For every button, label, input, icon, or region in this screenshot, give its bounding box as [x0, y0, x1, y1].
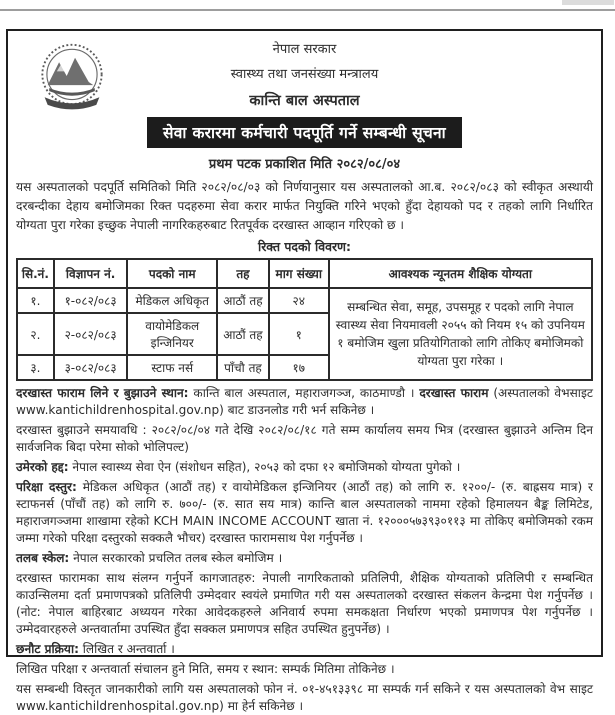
vacancy-table-title: रिक्त पदको विवरण:: [258, 239, 351, 254]
section-exam-fee: [16, 479, 593, 547]
section-text: मेडिकल अधिकृत (आठौं तह) र वायोमेडिकल इन्जिनियर (आठौं तह) को लागि रु. १२००/- (रु. बाह्रसय मात्र) र स्टाफनर्स (पाँचौं तह) को लागि रु. ७००/- (रु. सात सय मात्र) कान्ति बाल अस्पतालको नाममा रहेको हिमालयन बैङ्क लिमिटेड, महाराजगञ्जमा शाखामा रहेको KCH MAIN INCOME ACCOUNT खाता नं. १२०००५७३९३०११३ मा तोकिए बमोजिमको रकम जम्मा गरेको परिक्षा दस्तुरको सक्कलै भौचर) दरखास्त फारामसाथ पेश गर्नुपर्नेछ ।: [16, 480, 593, 545]
notice-document: [6, 29, 603, 713]
cell-post: वायोमेडिकल इन्जिनियर: [127, 313, 217, 355]
cell-count: २४: [269, 288, 329, 313]
nepal-government-emblem-icon: [34, 39, 110, 119]
col-header-advt: विज्ञापन नं.: [54, 259, 128, 288]
ministry-name: स्वास्थ्य तथा जनसंख्या मन्त्रालय: [230, 67, 379, 82]
col-header-level: तह: [217, 259, 269, 288]
section-label: दरखास्त फाराम: [419, 386, 489, 400]
section-contact-info: [16, 681, 593, 715]
hospital-name: कान्ति बाल अस्पताल: [249, 93, 360, 109]
section-text: नेपाल सरकारको प्रचलित तलब स्केल बमोजिम ।: [69, 551, 283, 565]
section-label: परिक्षा दस्तुर:: [16, 480, 77, 494]
section-submission-period: [16, 422, 593, 456]
section-text: कान्ति बाल अस्पताल, महाराजगञ्ज, काठमाण्डौ ।: [188, 386, 420, 400]
cell-count: १: [269, 313, 329, 355]
section-exam-schedule: [16, 661, 593, 678]
published-date-line: प्रथम पटक प्रकाशित मिति २०८२/०८/०४: [208, 157, 401, 172]
cell-sn: ३.: [17, 355, 54, 380]
section-label: उमेरको हद्द:: [16, 460, 69, 474]
cell-level: आठौं तह: [217, 288, 269, 313]
section-selection-process: [16, 641, 593, 658]
notice-details: [16, 385, 593, 715]
table-header-row: [17, 259, 592, 288]
notice-title-banner: सेवा करारमा कर्मचारी पदपूर्ति गर्ने सम्बन्धी सूचना: [147, 117, 462, 148]
col-header-post: पदको नाम: [127, 259, 217, 288]
page-top-divider: [0, 9, 615, 11]
banner-row: [16, 117, 593, 148]
cell-count: १७: [269, 355, 329, 380]
section-age-limit: [16, 459, 593, 476]
section-application-place: [16, 385, 593, 419]
section-text: लिखित परिक्षा र अन्तवार्ता संचालन हुने मिति, समय र स्थान: सम्पर्क मितिमा तोकिनेछ ।: [16, 662, 395, 676]
table-row: [17, 288, 592, 313]
section-salary-scale: [16, 550, 593, 567]
section-text: यस सम्बन्धी विस्तृत जानकारीको लागि यस अस्पतालको फोन नं. ०१-४५१३३९८ मा सम्पर्क गर्न सकिने र यस अस्पतालको वेभ साइट www.kantichildrenhospital.gov.np) मा हेर्न सकिनेछ ।: [16, 682, 593, 713]
cell-advt: ३-०८२/०८३: [54, 355, 128, 380]
cell-post: स्टाफ नर्स: [127, 355, 217, 380]
section-text: दरखास्त बुझाउने समयावधि : २०८२/०८/०४ गते देखि २०८२/०८/१८ गते सम्म कार्यालय समय भित्र (दरखास्त बुझाउने अन्तिम दिन सार्वजनिक बिदा परेमा सोको भोलिपल्ट): [16, 423, 593, 454]
section-required-documents: [16, 570, 593, 638]
intro-paragraph: यस अस्पतालको पदपूर्ति समितिको मिति २०८२/०८/०३ को निर्णयानुसार यस अस्पतालको आ.ब. २०८२/०८३ को स्वीकृत अस्थायी दरबन्दीका देहाय बमोजिमका रिक्त पदहरुमा सेवा करार मार्फत नियुक्ति गरिने भएको हुँदा देहायको पद र तहको लागि निर्धारित योग्यता पुरा गरेका इच्छुक नेपाली नागरिकहरुबाट रितपूर्वक दरखास्त आव्हान गरिएको छ ।: [16, 180, 593, 232]
col-header-sn: सि.नं.: [17, 259, 54, 288]
vacancy-table: [16, 258, 593, 381]
section-text: लिखित र अन्तवार्ता ।: [78, 642, 175, 656]
section-label: तलब स्केल:: [16, 551, 70, 565]
section-text: (अस्पतालको वेभसाइट www.kantichildrenhospital.gov.np) बाट डाउनलोड गरी भर्न सकिनेछ ।: [16, 386, 593, 417]
col-header-count: माग संख्या: [269, 259, 329, 288]
scrollbar-fragment: [562, 0, 614, 5]
col-header-qualification: आवश्यक न्यूनतम शैक्षिक योग्यता: [329, 259, 592, 288]
section-text: नेपाल स्वास्थ्य सेवा ऐन (संशोधन सहित), २०५३ को दफा १२ बमोजिमको योग्यता पुगेको ।: [68, 460, 461, 474]
cell-sn: १.: [17, 288, 54, 313]
cell-advt: १-०८२/०८३: [54, 288, 128, 313]
cell-level: आठौं तह: [217, 313, 269, 355]
government-name: नेपाल सरकार: [272, 42, 337, 57]
cell-advt: २-०८२/०८३: [54, 313, 128, 355]
cell-sn: २.: [17, 313, 54, 355]
section-label: दरखास्त फाराम लिने र बुझाउने स्थान:: [16, 386, 189, 400]
section-text: दरखास्त फारामका साथ संलग्न गर्नुपर्ने कागजातहरु: नेपाली नागरिकताको प्रतिलिपी, शैक्षिक योग्यताको प्रतिलिपी र सम्बन्धित काउन्सिलमा दर्ता प्रमाणपत्रको प्रतिलिपी उम्मेदवार स्वयंले प्रमाणित गरी यस अस्पतालको दरखास्त संकलन केन्द्रमा पेश गर्नुपर्नेछ । (नोट: नेपाल बाहिरबाट अध्ययन गरेका आवेदकहरुले अनिवार्य रुपमा समकक्षता निर्धारण भएको प्रमाणपत्र पेश गर्नुपर्नेछ । उम्मेदवारहरुले अन्तवार्तामा उपस्थित हुँदा सक्कल प्रमाणपत्र सहित उपस्थित हुनुपर्नेछ) ।: [16, 571, 593, 636]
cell-post: मेडिकल अधिकृत: [127, 288, 217, 313]
cell-level: पाँचौ तह: [217, 355, 269, 380]
qualification-cell: सम्बन्धित सेवा, समूह, उपसमूह र पदको लागि नेपाल स्वास्थ्य सेवा नियमावली २०५५ को नियम १५ को उपनियम १ बमोजिम खुला प्रतियोगिताको लागि तोकिए बमोजिमको योग्यता पुरा गरेका ।: [329, 288, 592, 380]
section-label: छनौट प्रक्रिया:: [16, 642, 79, 656]
